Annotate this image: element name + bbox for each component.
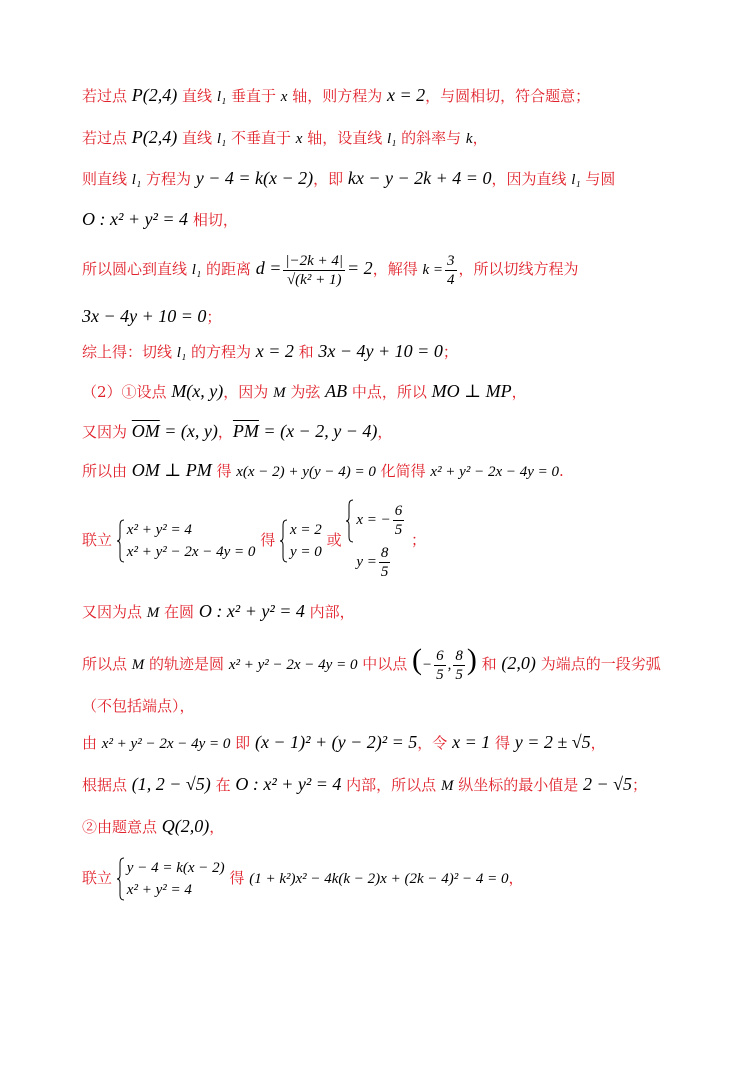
math: O : x² + y² = 4 [82,209,189,229]
text: ，因为 [223,383,274,401]
text-line-6 [82,305,736,328]
text: ，因为直线 [491,170,572,188]
text: ， [511,383,527,401]
text: 直线 [177,87,217,105]
text: 又因为 [82,423,132,441]
math: x = 1 [452,732,491,752]
k-fraction [445,252,457,289]
text: ，与圆相切，符合题意； [425,87,591,105]
text: 即 [230,734,255,752]
math: O : x² + y² = 4 [235,774,342,794]
equation-row: x² + y² − 2x − 4y = 0 [126,544,256,560]
text-line-7 [82,340,736,364]
text: ； [411,531,427,549]
text: 方程为 [141,170,196,188]
text: 和 [476,655,502,673]
left-brace-icon [346,499,354,543]
text: 的斜率与 [396,129,466,147]
math: y − 4 = k(x − 2) [195,168,314,188]
text: 所以由 [82,462,132,480]
text: ， [217,423,233,441]
math: y = 2 ± √5 [514,732,591,752]
text-line-16 [82,773,736,797]
equation-row: x = 2 [290,522,322,538]
math: x [280,89,288,105]
text: ，所以切线方程为 [458,260,579,278]
math: y = [356,554,377,570]
math: P(2,4) [131,85,178,105]
math: x(x − 2) + y(y − 4) = 0 [236,464,376,480]
math: OM ⊥ PM [131,460,212,480]
text: 直线 [177,129,217,147]
math: l₁ [131,172,142,188]
text: 和 [293,343,319,361]
text: （2）①设点 [82,383,172,401]
text: ， [209,818,225,836]
text: 又因为点 [82,603,147,621]
fraction [379,544,391,581]
text-line-5 [82,240,736,296]
text: 所以圆心到直线 [82,260,192,278]
math: l₁ [176,345,187,361]
math: Q(2,0) [161,816,210,836]
math: x = 2 [386,85,426,105]
math: M [146,605,160,621]
text-line-3 [82,167,736,191]
numerator: 6 [394,503,403,520]
text: ，即 [313,170,348,188]
numerator: 6 [436,647,444,664]
math: P(2,4) [131,127,178,147]
text-line-11 [82,495,736,585]
math: x = − [356,512,391,528]
fraction [434,647,446,684]
text: ， [508,869,524,887]
text: 与圆 [580,170,616,188]
math: = 2 [347,258,373,278]
math: , [447,657,452,673]
text: 不垂直于 [226,129,296,147]
text: 内部， [304,603,355,621]
text: 得 [490,734,515,752]
equation-row: y = 0 [290,544,322,560]
math: l₁ [216,131,227,147]
text: 为端点的一段劣弧 [535,655,661,673]
math: = (x − 2, y − 4) [258,421,378,441]
math: x² + y² − 2x − 4y = 0 [430,464,560,480]
text: 化简得 [375,462,431,480]
text: 内部，所以点 [341,776,441,794]
text: 联立 [82,531,113,549]
math: l₁ [386,131,397,147]
math: k [465,131,473,147]
text: ，解得 [372,260,423,278]
denominator: 5 [455,666,463,683]
math: (x − 1)² + (y − 2)² = 5 [254,732,418,752]
math: (2,0) [501,653,536,673]
text: ； [632,776,648,794]
text-line-1 [82,84,736,108]
math: x² + y² − 2x − 4y = 0 [101,736,231,752]
denominator: 4 [447,271,455,288]
left-brace-icon [280,519,288,563]
text-line-8 [82,380,736,404]
text: ， [590,734,606,752]
math: (1 + k²)x² − 4k(k − 2)x + (2k − 4)² − 4 = 0 [249,871,509,887]
math: 3x − 4y + 10 = 0 [82,306,207,326]
text: 在圆 [159,603,199,621]
equation-system-2 [117,857,225,901]
fraction [453,647,465,684]
text-line-12 [82,600,736,624]
left-brace-icon [117,519,125,563]
equation-row: x² + y² = 4 [126,522,192,538]
math: x [295,131,303,147]
text: 得 [260,531,276,549]
text-line-4 [82,208,736,231]
text: ， [472,129,488,147]
math: x = 2 [255,341,294,361]
denominator: 5 [436,666,444,683]
text-line-2 [82,126,736,150]
text-line-10 [82,459,736,483]
text: 根据点 [82,776,132,794]
numerator: |−2k + 4| [285,252,344,269]
math: kx − y − 2k + 4 = 0 [347,168,492,188]
text-line-13: 所以点 M 的轨迹是圆 x² + y² − 2x − 4y = 0 中以点 (− $\frac{6}{5}$ , $\frac{8}{5}$ ) 和 (2,0) 为端点的一段劣弧 [82,643,661,683]
text: 得 [211,462,237,480]
text: 轴，设直线 [302,129,387,147]
math: d = [255,258,282,278]
text: ， [377,423,393,441]
math: (1, 2 − √5) [131,774,211,794]
math: M [440,778,454,794]
vector-pm: $\overline{PM}$ [232,421,259,441]
text: 垂直于 [226,87,281,105]
solution-system-2 [346,499,406,583]
math: l₁ [571,172,581,188]
text: 若过点 [82,87,132,105]
text-line-9 [82,420,736,443]
math: MO ⊥ MP [431,381,512,401]
numerator: 3 [447,252,455,269]
text-line-15 [82,731,736,755]
equation-row [356,541,406,583]
text: 则直线 [82,170,132,188]
math: − [422,657,433,673]
text: 为弦 [285,383,326,401]
denominator: √(k² + 1) [286,271,342,288]
text: . [559,462,564,480]
math: AB [325,381,348,401]
text-line-17 [82,815,736,838]
text: 综上得：切线 [82,343,177,361]
text: （不包括端点）， [82,697,195,715]
equation-row: x² + y² = 4 [126,882,192,898]
text: ②由题意点 [82,818,162,836]
denominator: 5 [380,564,389,581]
text: 的方程为 [186,343,256,361]
text: 由 [82,734,102,752]
text-line-18 [82,850,736,906]
text: ； [206,308,222,326]
numerator: 8 [455,647,463,664]
math: M [273,385,286,401]
text: 所以点 [82,655,132,673]
vector-om: $\overline{OM}$ [131,421,160,441]
text: ； [442,343,458,361]
math: O : x² + y² = 4 [198,601,305,621]
text: ，令 [417,734,453,752]
math: M [131,657,145,673]
math: = (x, y) [159,421,218,441]
text: 的距离 [201,260,256,278]
text: 轴，则方程为 [287,87,387,105]
math: M(x, y) [171,381,224,401]
equation-row [356,499,406,541]
text-line-14 [82,695,736,717]
text: 或 [326,531,342,549]
text: 相切， [188,211,238,229]
fraction [393,502,405,539]
text: 的轨迹是圆 [144,655,229,673]
left-brace-icon [117,857,125,901]
distance-fraction [283,252,345,289]
text: 联立 [82,869,113,887]
numerator: 8 [380,545,389,562]
text: 中以点 [357,655,412,673]
math: 3x − 4y + 10 = 0 [318,341,443,361]
math: l₁ [191,262,202,278]
math: 2 − √5 [583,774,633,794]
solution-system-1 [280,519,322,563]
text: 若过点 [82,129,132,147]
math: k = [422,262,443,278]
text: 中点，所以 [347,383,432,401]
math: x² + y² − 2x − 4y = 0 [228,657,358,673]
text: 纵坐标的最小值是 [453,776,583,794]
math: l₁ [216,89,227,105]
equation-row: y − 4 = k(x − 2) [126,860,225,876]
denominator: 5 [394,522,403,539]
equation-system-1 [117,519,256,563]
text: 得 [229,869,250,887]
text: 在 [210,776,236,794]
